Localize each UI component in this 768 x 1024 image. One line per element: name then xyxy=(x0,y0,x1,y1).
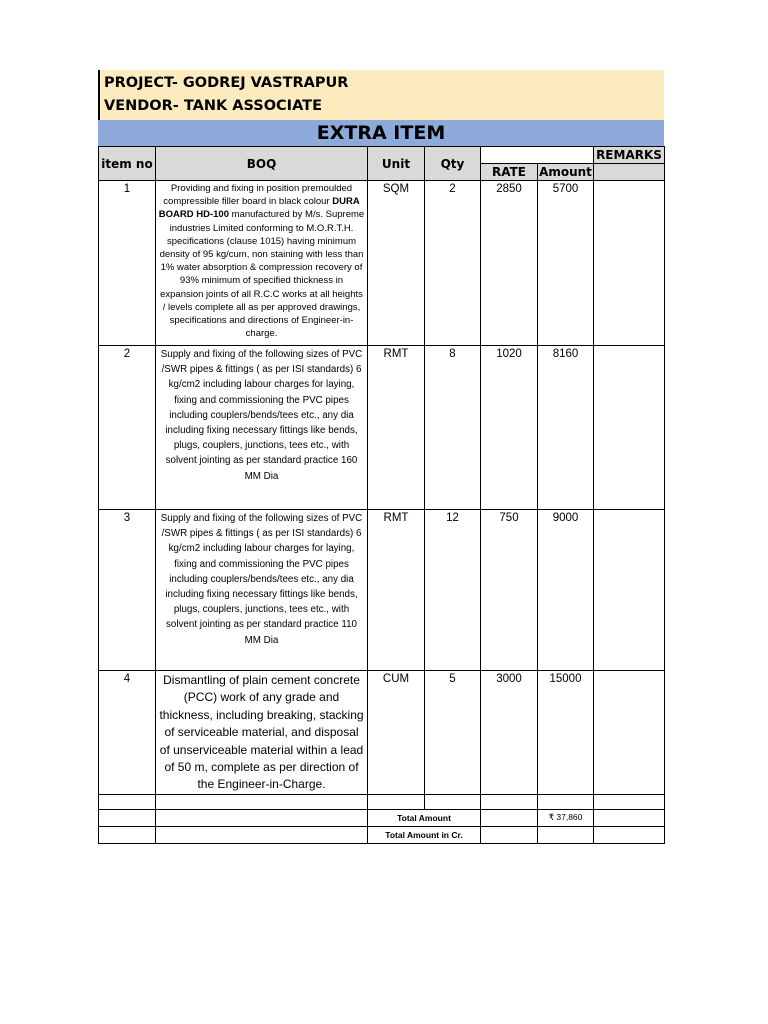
table-row xyxy=(99,510,665,671)
col-header-remarks-blank xyxy=(594,164,665,181)
sheet-header xyxy=(98,70,664,120)
total-amount-row xyxy=(99,809,665,826)
boq-product-name: DURA BOARD HD-100 xyxy=(158,196,360,221)
extra-item-sheet xyxy=(98,70,664,844)
empty-cell xyxy=(156,826,368,843)
empty-cell xyxy=(594,809,665,826)
empty-cell xyxy=(481,794,538,809)
col-header-blank xyxy=(481,147,594,164)
boq-cell: Supply and fixing of the following sizes of PVC /SWR pipes & fittings ( as per ISI standards) 6 kg/cm2 including labour charges for laying, fixing and commissioning the PVC pipes including couplers/bends/tees etc., any dia including fixing necessary fittings like bends, plugs, couplers, junctions, tees etc., with solvent jointing as per standard practice 160 MM Dia xyxy=(156,346,368,510)
qty-cell: 5 xyxy=(425,671,481,795)
vendor-name: VENDOR- TANK ASSOCIATE xyxy=(104,98,322,114)
rate-cell: 3000 xyxy=(481,671,538,795)
project-name: PROJECT- GODREJ VASTRAPUR xyxy=(104,75,349,91)
remarks-cell xyxy=(594,671,665,795)
rate-cell: 1020 xyxy=(481,346,538,510)
col-header-qty: Qty xyxy=(425,147,481,181)
item-no-cell: 3 xyxy=(99,510,156,671)
total-cr-row xyxy=(99,826,665,843)
remarks-cell xyxy=(594,346,665,510)
empty-cell xyxy=(594,826,665,843)
item-no-cell: 1 xyxy=(99,181,156,346)
empty-cell xyxy=(538,794,594,809)
sheet-title: EXTRA ITEM xyxy=(98,120,664,146)
boq-text: Providing and fixing in position premoulded compressible filler board in black colour xyxy=(163,183,353,208)
table-row-empty xyxy=(99,794,665,809)
empty-cell xyxy=(156,809,368,826)
amount-cell: 9000 xyxy=(538,510,594,671)
col-header-item-no: item no xyxy=(99,147,156,181)
col-header-boq: BOQ xyxy=(156,147,368,181)
empty-cell xyxy=(538,826,594,843)
qty-cell: 2 xyxy=(425,181,481,346)
table-row xyxy=(99,346,665,510)
empty-cell xyxy=(99,809,156,826)
boq-cell: Dismantling of plain cement concrete (PCC) work of any grade and thickness, including breaking, stacking of serviceable material, and disposal of unserviceable material within a lead of 50 m, complete as per direction of the Engineer-in-Charge. xyxy=(156,671,368,795)
col-header-rate: RATE xyxy=(481,164,538,181)
col-header-unit: Unit xyxy=(368,147,425,181)
boq-text-continued: manufactured by M/s. Supreme industries Limited conforming to M.O.R.T.H. specifications (clause 1015) having minimum density of 95 kg/cum, non staining with less than 1% water absorption & compression recovery of 93% minimum of specified thickness in expansion joints of all R.C.C works at all heights / levels complete all as per approved drawings, specifications and directions of Engineer-in-charge. xyxy=(159,209,365,340)
empty-cell xyxy=(99,826,156,843)
empty-cell xyxy=(368,794,425,809)
item-no-cell: 2 xyxy=(99,346,156,510)
unit-cell: RMT xyxy=(368,510,425,671)
table-row xyxy=(99,181,665,346)
col-header-amount: Amount xyxy=(539,165,592,179)
amount-cell: 5700 xyxy=(538,181,594,346)
extra-item-table xyxy=(98,146,665,844)
remarks-cell xyxy=(594,181,665,346)
unit-cell: RMT xyxy=(368,346,425,510)
boq-cell xyxy=(156,181,368,346)
table-row xyxy=(99,671,665,795)
total-amount-value: ₹ 37,860 xyxy=(538,809,594,826)
qty-cell: 8 xyxy=(425,346,481,510)
amount-cell: 8160 xyxy=(538,346,594,510)
amount-cell: 15000 xyxy=(538,671,594,795)
empty-cell xyxy=(156,794,368,809)
empty-cell xyxy=(481,809,538,826)
empty-cell xyxy=(99,794,156,809)
remarks-cell xyxy=(594,510,665,671)
empty-cell xyxy=(425,794,481,809)
item-no-cell: 4 xyxy=(99,671,156,795)
col-header-remarks: REMARKS xyxy=(594,147,665,164)
total-cr-label: Total Amount in Cr. xyxy=(368,826,481,843)
rate-cell: 750 xyxy=(481,510,538,671)
unit-cell: SQM xyxy=(368,181,425,346)
unit-cell: CUM xyxy=(368,671,425,795)
boq-cell: Supply and fixing of the following sizes of PVC /SWR pipes & fittings ( as per ISI standards) 6 kg/cm2 including labour charges for laying, fixing and commissioning the PVC pipes including couplers/bends/tees etc., any dia including fixing necessary fittings like bends, plugs, couplers, junctions, tees etc., with solvent jointing as per standard practice 110 MM Dia xyxy=(156,510,368,671)
empty-cell xyxy=(594,794,665,809)
qty-cell: 12 xyxy=(425,510,481,671)
total-amount-label: Total Amount xyxy=(368,809,481,826)
empty-cell xyxy=(481,826,538,843)
rate-cell: 2850 xyxy=(481,181,538,346)
